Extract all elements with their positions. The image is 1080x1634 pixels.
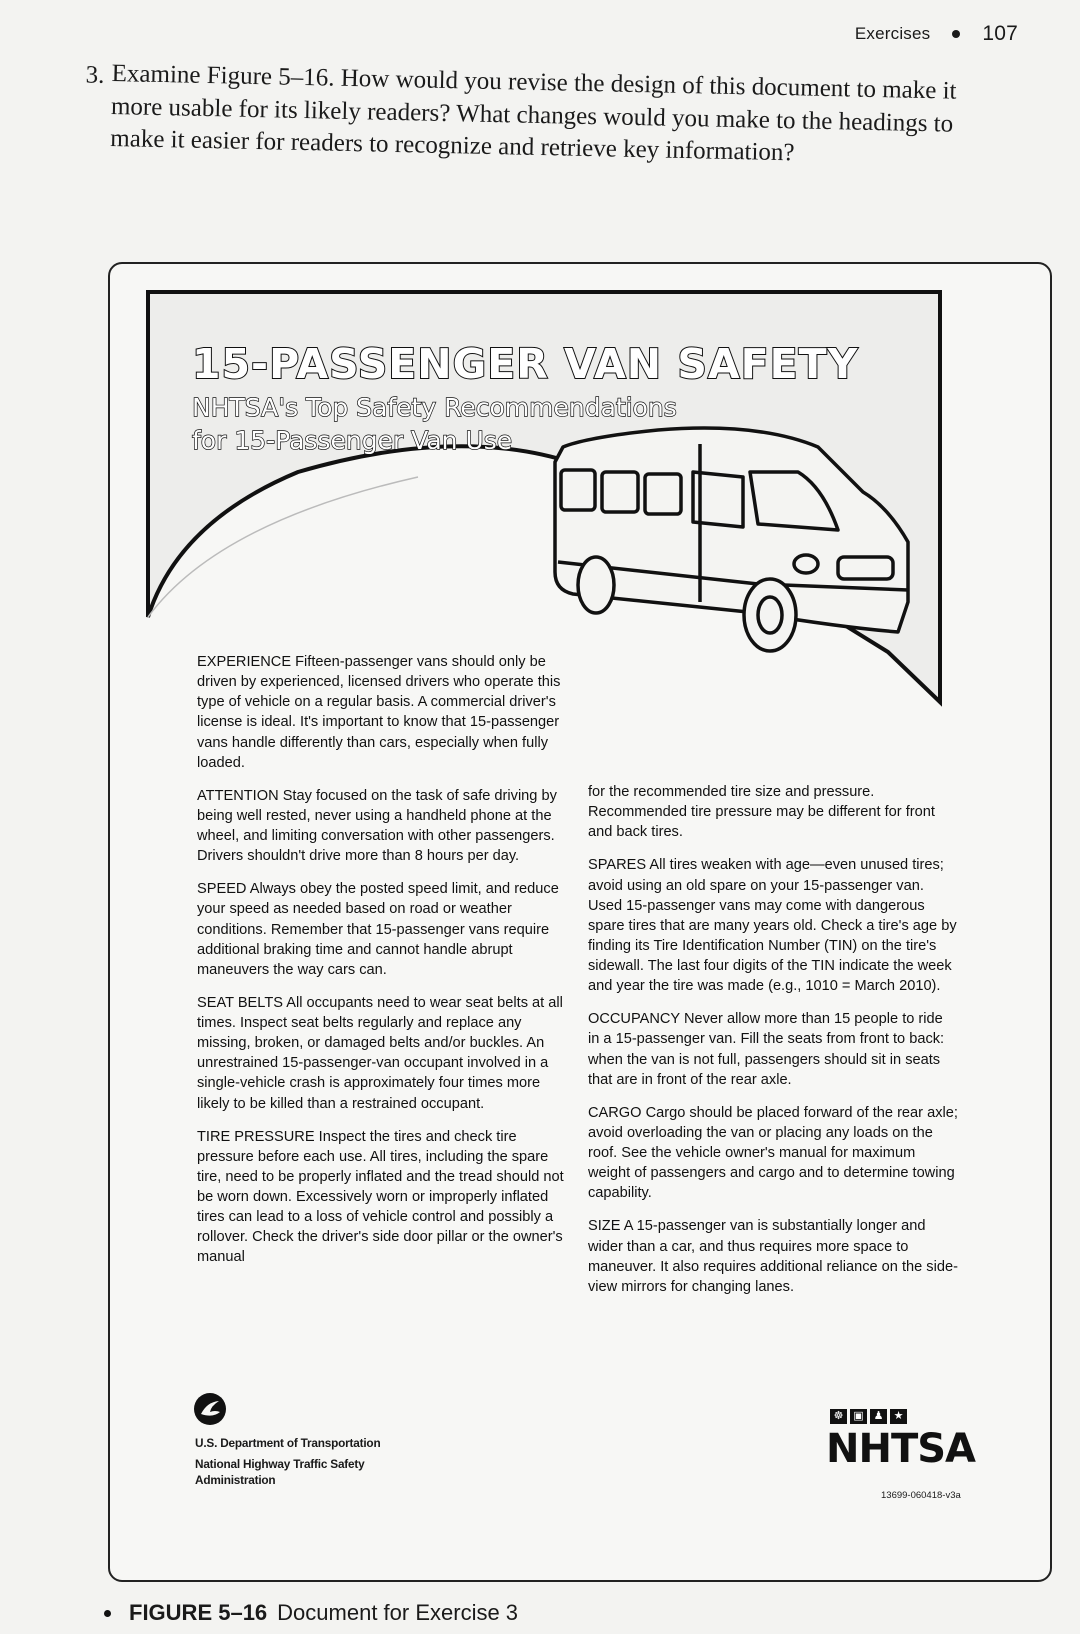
paragraph-heading: ATTENTION — [197, 787, 279, 804]
paragraph-heading: OCCUPANCY — [588, 1011, 680, 1028]
paragraph-seat-belts — [197, 993, 575, 1114]
paragraph-text: Inspect the tires and check tire pressure before each use. All tires, including the spare tire, need to be properly inflated and the tread should not be worn down. Excessively worn or improperly inflated tires can lead to a loss of vehicle control and possibly a rollover. Check the driver's side door pillar or the owner's manual — [197, 1128, 564, 1266]
dot-department: U.S. Department of Transportation — [195, 1436, 381, 1450]
paragraph-text: Cargo should be placed forward of the rear axle; avoid overloading the van or placing any loads on the roof. See the vehicle owner's manual for maximum weight of passengers and cargo and to determine towing capability. — [588, 1104, 958, 1202]
paragraph-tire-pressure — [197, 1127, 575, 1268]
running-head — [855, 22, 1018, 46]
dot-agency-line2: Administration — [195, 1472, 276, 1487]
paragraph-text: Never allow more than 15 people to ride in a 15-passenger van. Fill the seats from front to back: when the van is not full, passengers should sit in seats that are in front of the rear axle. — [588, 1011, 945, 1088]
flyer-title: 15-PASSENGER VAN SAFETY — [192, 340, 859, 388]
paragraph-text: A 15-passenger van is substantially longer and wider than a car, and thus requires more space to maneuver. It also requires additional reliance on the side-view mirrors for changing lanes. — [588, 1218, 958, 1295]
running-head-section: Exercises — [854, 24, 931, 43]
caption-label: FIGURE 5–16 — [129, 1600, 268, 1625]
nhtsa-logo: NHTSA — [826, 1426, 976, 1472]
caption-bullet-icon — [104, 1610, 111, 1617]
figure-caption — [104, 1600, 518, 1626]
document-code: 13699-060418-v3a — [881, 1490, 961, 1501]
car-icon: ▣ — [850, 1409, 867, 1424]
paragraph-attention — [197, 786, 575, 867]
paragraph-heading: SEAT BELTS — [197, 994, 283, 1011]
paragraph-size — [588, 1216, 958, 1297]
paragraph-speed — [197, 879, 575, 980]
paragraph-heading: SPEED — [197, 881, 247, 898]
exercise-number: 3. — [85, 61, 105, 89]
page-number: 107 — [982, 22, 1018, 45]
dot-agency-line1: National Highway Traffic Safety — [195, 1457, 365, 1472]
flyer-subtitle: NHTSA's Top Safety Recommendations for 15-Passenger Van Use — [192, 393, 677, 455]
paragraph-text: Always obey the posted speed limit, and reduce your speed as needed based on road or weather conditions. Remember that 15-passenger vans require additional braking time and cannot handle abrupt maneuvers the way cars can. — [197, 881, 559, 978]
paragraph-heading: TIRE PRESSURE — [197, 1128, 315, 1145]
paragraph-heading: EXPERIENCE — [197, 654, 292, 670]
dot-agency-name — [195, 1436, 380, 1488]
right-column — [588, 782, 958, 1310]
exercise-question — [85, 58, 960, 173]
paragraph-tire-continued — [588, 782, 958, 842]
paragraph-heading: SPARES — [588, 857, 647, 874]
caption-text: Document for Exercise 3 — [277, 1600, 519, 1625]
paragraph-text: Stay focused on the task of safe driving by being well rested, never using a handheld phone at the wheel, and limiting conversation with other passengers. Drivers shouldn't drive more than 8 hours per day. — [197, 787, 557, 865]
steering-wheel-icon: ☸ — [830, 1409, 847, 1424]
paragraph-experience — [197, 652, 567, 773]
bullet-icon — [952, 30, 960, 38]
paragraph-heading: SIZE — [588, 1218, 621, 1235]
paragraph-heading: CARGO — [588, 1104, 642, 1121]
paragraph-text: Fifteen-passenger vans should only be driven by experienced, licensed drivers who operate this type of vehicle on a regular basis. A commercial driver's license is ideal. It's important to know that 15-passenger vans handle differently than cars, especially when fully loaded. — [197, 654, 561, 771]
star-icon: ★ — [890, 1409, 907, 1424]
paragraph-spares — [588, 855, 958, 996]
dot-logo-icon — [193, 1392, 227, 1426]
paragraph-text: for the recommended tire size and pressure. Recommended tire pressure may be different for front and back tires. — [588, 784, 935, 841]
person-icon: ♟ — [870, 1409, 887, 1424]
paragraph-text: All tires weaken with age—even unused tires; avoid using an old spare on your 15-passenger van. Used 15-passenger vans may come with dangerous spare tires that are many years old. Check a tire's age by finding its Tire Identification Number (TIN) on the tire's sidewall. The last four digits of the TIN indicate the week and year the tire was made (e.g., 1010 = March 2010). — [588, 857, 957, 995]
nhtsa-icon-strip — [830, 1409, 907, 1424]
paragraph-occupancy — [588, 1009, 958, 1090]
exercise-text: Examine Figure 5–16. How would you revise the design of this document to make it more usable for its likely readers? What changes would you make to the headings to make it easier for readers to recognize and retrieve key information? — [110, 59, 957, 167]
left-column — [197, 652, 575, 1281]
paragraph-cargo — [588, 1103, 958, 1204]
paragraph-text: All occupants need to wear seat belts at all times. Inspect seat belts regularly and replace any missing, broken, or damaged belts and/or buckles. An unrestrained 15-passenger-van occupant involved in a single-vehicle crash is approximately four times more likely to be killed than a restrained occupant. — [197, 994, 563, 1112]
